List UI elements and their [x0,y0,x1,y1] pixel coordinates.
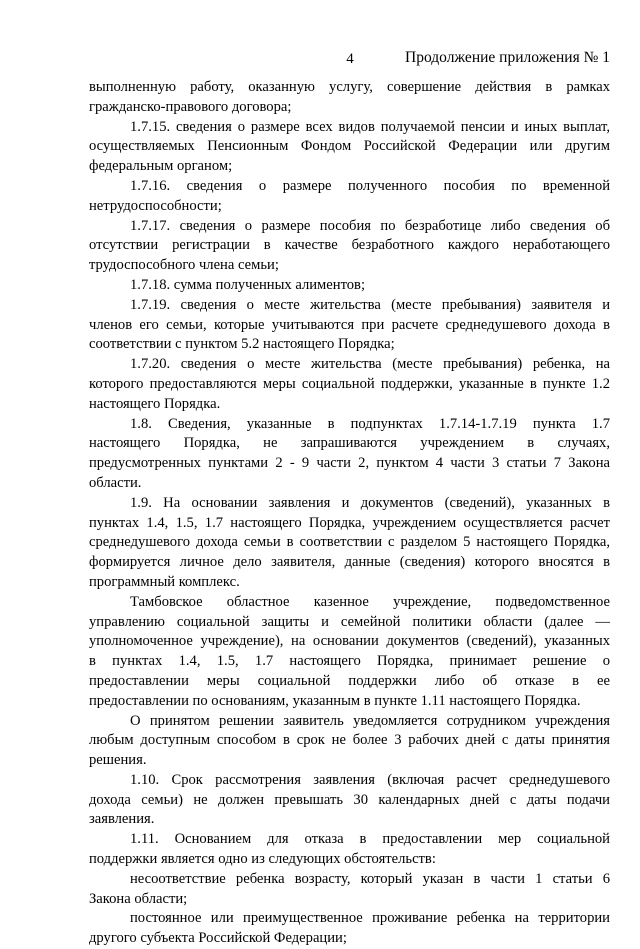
text-line: 1.7.16. сведения о размере полученного пособия по временной [130,177,610,194]
text-line: формируется личное дело заявителя, данные (сведения) которого вносятся в [89,554,610,571]
text-line: управлению социальной защиты и семейной политики области (далее — [89,613,610,630]
document-body [89,78,610,949]
text-line: заявления. [89,811,155,828]
text-line: выполненную работу, оказанную услугу, совершение действия в рамках [89,79,610,95]
text-line: отсутствии регистрации в качестве безработного каждого неработающего [89,237,610,254]
text-line: настоящего Порядка. [89,395,221,412]
text-line: другого субъекта Российской Федерации; [89,930,347,947]
text-line: 1.7.18. сумма полученных алиментов; [130,276,365,293]
text-line: 1.11. Основанием для отказа в предоставлении мер социальной [130,831,610,848]
appendix-continuation-header: Продолжение приложения № 1 [405,49,610,66]
text-line: членов его семьи, которые учитываются при расчете среднедушевого дохода в [89,316,610,333]
text-line: среднедушевого дохода семьи в соответствии с разделом 5 настоящего Порядка, [89,534,610,551]
text-line: нетрудоспособности; [89,197,222,214]
text-line: трудоспособного члена семьи; [89,257,279,274]
text-line: предоставлении по основаниям, указанным в пункте 1.11 настоящего Порядка. [89,692,581,709]
text-line: 1.7.19. сведения о месте жительства (месте пребывания) заявителя и [130,296,610,313]
text-line: гражданско-правового договора; [89,98,292,115]
text-line: пунктах 1.4, 1.5, 1.7 настоящего Порядка, учреждением осуществляется расчет [89,514,610,531]
text-line: Тамбовское областное казенное учреждение, подведомственное [130,593,610,610]
text-line: 1.8. Сведения, указанные в подпунктах 1.7.14-1.7.19 пункта 1.7 [130,415,610,432]
text-line: О принятом решении заявитель уведомляется сотрудником учреждения [130,712,610,729]
text-line: 1.7.20. сведения о месте жительства (месте пребывания) ребенка, на [130,356,610,373]
text-line: Закона области; [89,890,188,907]
text-line: постоянное или преимущественное проживание ребенка на территории [130,910,610,927]
text-line: решения. [89,752,147,769]
text-line: несоответствие ребенка возрасту, который указан в части 1 статьи 6 [130,870,610,887]
text-line: в пунктах 1.4, 1.5, 1.7 настоящего Порядка, принимает решение о [89,653,610,670]
text-line: 1.10. Срок рассмотрения заявления (включая расчет среднедушевого [130,771,610,788]
text-line: предоставлении меры социальной поддержки либо об отказе в ее [89,672,610,689]
text-line: которого предоставляются меры социальной поддержки, указанные в пункте 1.2 [89,375,610,392]
text-line: уполномоченное учреждение), на основании документов (сведений), указанных [89,633,610,650]
text-line: дохода семьи) не должен превышать 30 календарных дней с даты подачи [89,791,610,808]
text-line: соответствии с пунктом 5.2 настоящего Порядка; [89,336,395,353]
text-line: области. [89,474,142,491]
text-line: 1.7.15. сведения о размере всех видов получаемой пенсии и иных выплат, [130,118,610,135]
text-line: программный комплекс. [89,573,240,590]
text-line: 1.7.17. сведения о размере пособия по безработице либо сведения об [130,217,610,234]
text-line: осуществляемых Пенсионным Фондом Российской Федерации или другим [89,138,610,155]
text-line: предусмотренных пунктами 2 - 9 части 2, пунктом 4 части 3 статьи 7 Закона [89,455,610,472]
text-line: федеральным органом; [89,158,233,175]
text-line: любым доступным способом в срок не более 3 рабочих дней с даты принятия [89,732,610,749]
text-line: 1.9. На основании заявления и документов (сведений), указанных в [130,494,610,511]
text-line: поддержки является одно из следующих обстоятельств: [89,851,436,868]
page-number: 4 [346,51,354,67]
text-line: настоящего Порядка, не запрашиваются учреждением в случаях, [89,435,610,452]
